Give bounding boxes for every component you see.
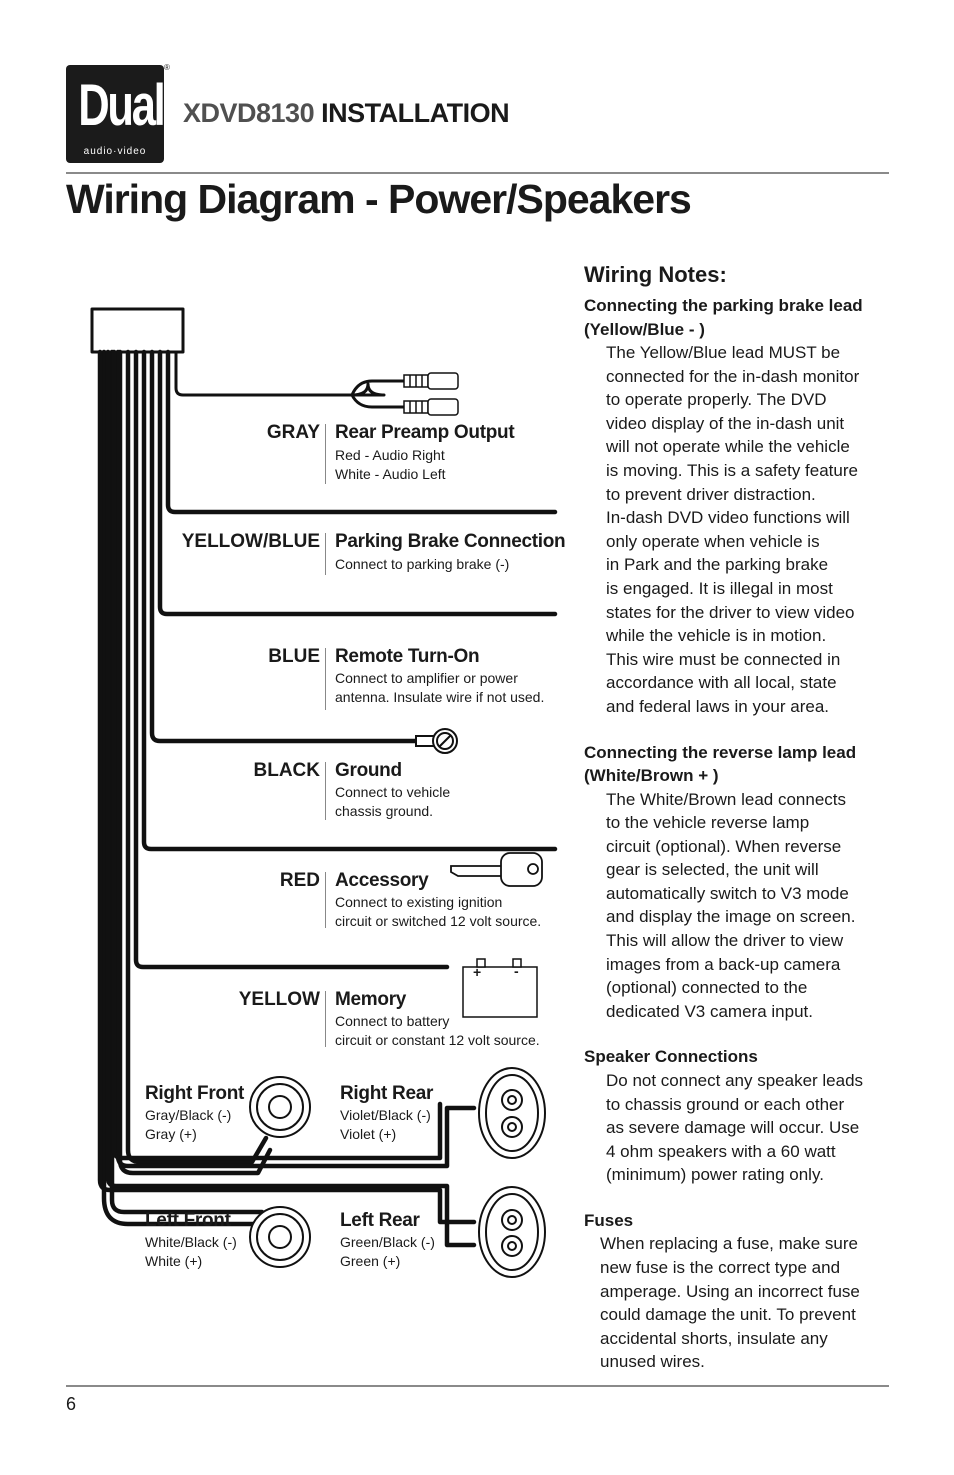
note-fuses xyxy=(584,1209,894,1374)
wire-desc-memory: Connect to battery circuit or constant 12 volt source. xyxy=(335,1013,540,1048)
label-divider xyxy=(325,533,326,575)
label-divider xyxy=(325,762,326,820)
logo-subtext: audio·video xyxy=(83,146,147,157)
speaker-desc-right-front: Gray/Black (-) Gray (+) xyxy=(145,1107,232,1142)
footer-rule xyxy=(66,1385,889,1387)
registered-mark: ® xyxy=(164,63,170,72)
note-body: The White/Brown lead connects to the vehicle reverse lamp circuit (optional). When reverse gear is selected, the unit will automatically switch to V3 mode and display the image on screen. This will allow the driver to view images from a back-up camera (optional) connected to the dedicated V3 camera input. xyxy=(606,789,856,1021)
page-number: 6 xyxy=(66,1394,77,1414)
wire-color-black: BLACK xyxy=(253,760,320,781)
label-divider xyxy=(325,424,326,484)
wire-color-red: RED xyxy=(279,870,320,891)
wire-title-accessory: Accessory xyxy=(335,870,429,891)
wire-desc-ground: Connect to vehicle chassis ground. xyxy=(335,784,451,819)
note-speaker-connections xyxy=(584,1045,894,1186)
model-suffix: INSTALLATION xyxy=(321,98,510,128)
wire-color-yellow: YELLOW xyxy=(238,989,320,1010)
wire-title-memory: Memory xyxy=(335,989,407,1010)
speaker-desc-left-front: White/Black (-) White (+) xyxy=(145,1234,237,1269)
wire-color-blue: BLUE xyxy=(268,646,320,667)
battery-minus-label: - xyxy=(514,963,519,979)
wire-desc-rear-preamp: Red - Audio Right White - Audio Left xyxy=(335,447,446,482)
wire-title-parking-brake: Parking Brake Connection xyxy=(335,531,566,552)
note-heading: Connecting the parking brake lead (Yellow/Blue - ) xyxy=(584,296,863,339)
battery-plus-label: + xyxy=(473,964,482,980)
wire-desc-accessory: Connect to existing ignition circuit or switched 12 volt source. xyxy=(335,894,542,929)
wire-title-ground: Ground xyxy=(335,760,402,781)
wire-color-gray: GRAY xyxy=(266,422,320,443)
speaker-title-right-rear: Right Rear xyxy=(340,1083,434,1104)
speaker-title-right-front: Right Front xyxy=(145,1083,245,1104)
note-body: Do not connect any speaker leads to chassis ground or each other as severe damage will occur. Use 4 ohm speakers with a 60 watt (minimum) power rating only. xyxy=(606,1070,864,1185)
note-parking-brake xyxy=(584,294,894,719)
logo-wordmark: Dual xyxy=(78,73,164,138)
note-heading: Speaker Connections xyxy=(584,1047,758,1067)
speaker-title-left-rear: Left Rear xyxy=(340,1210,420,1231)
note-body: When replacing a fuse, make sure new fuse is the correct type and amperage. Using an incorrect fuse could damage the unit. To prevent accidental shorts, insulate any unused wires. xyxy=(600,1234,860,1372)
wire-desc-remote-turn-on: Connect to amplifier or power antenna. Insulate wire if not used. xyxy=(335,670,545,705)
note-body: The Yellow/Blue lead MUST be connected for the in-dash monitor to operate properly. The DVD video display of the in-dash unit will not operate while the vehicle is moving. This is a safety feature to prevent driver distraction. In-dash DVD video functions will only operate when vehicle is in Park and the parking brake is engaged. It is illegal in most states for the driver to view video while the vehicle is in motion. This wire must be connected in accordance with all local, state and federal laws in your area. xyxy=(606,343,860,716)
label-divider xyxy=(325,648,326,710)
speaker-desc-left-rear: Green/Black (-) Green (+) xyxy=(340,1234,435,1269)
note-reverse-lamp xyxy=(584,741,894,1024)
model-code: XDVD8130 xyxy=(183,98,315,128)
page-title: Wiring Diagram - Power/Speakers xyxy=(66,176,691,222)
speaker-desc-right-rear: Violet/Black (-) Violet (+) xyxy=(340,1107,431,1142)
note-heading: Fuses xyxy=(584,1210,634,1230)
wire-title-remote-turn-on: Remote Turn-On xyxy=(335,646,480,667)
wiring-notes xyxy=(584,262,894,1374)
notes-heading: Wiring Notes: xyxy=(584,262,727,287)
wire-title-rear-preamp: Rear Preamp Output xyxy=(335,422,515,443)
wire-color-yellow-blue: YELLOW/BLUE xyxy=(181,531,320,552)
wire-desc-parking-brake: Connect to parking brake (-) xyxy=(335,556,510,572)
label-divider xyxy=(325,872,326,928)
label-divider xyxy=(325,991,326,1047)
note-heading: Connecting the reverse lamp lead (White/Brown + ) xyxy=(584,742,857,785)
speaker-title-left-front: Left Front xyxy=(145,1210,231,1231)
